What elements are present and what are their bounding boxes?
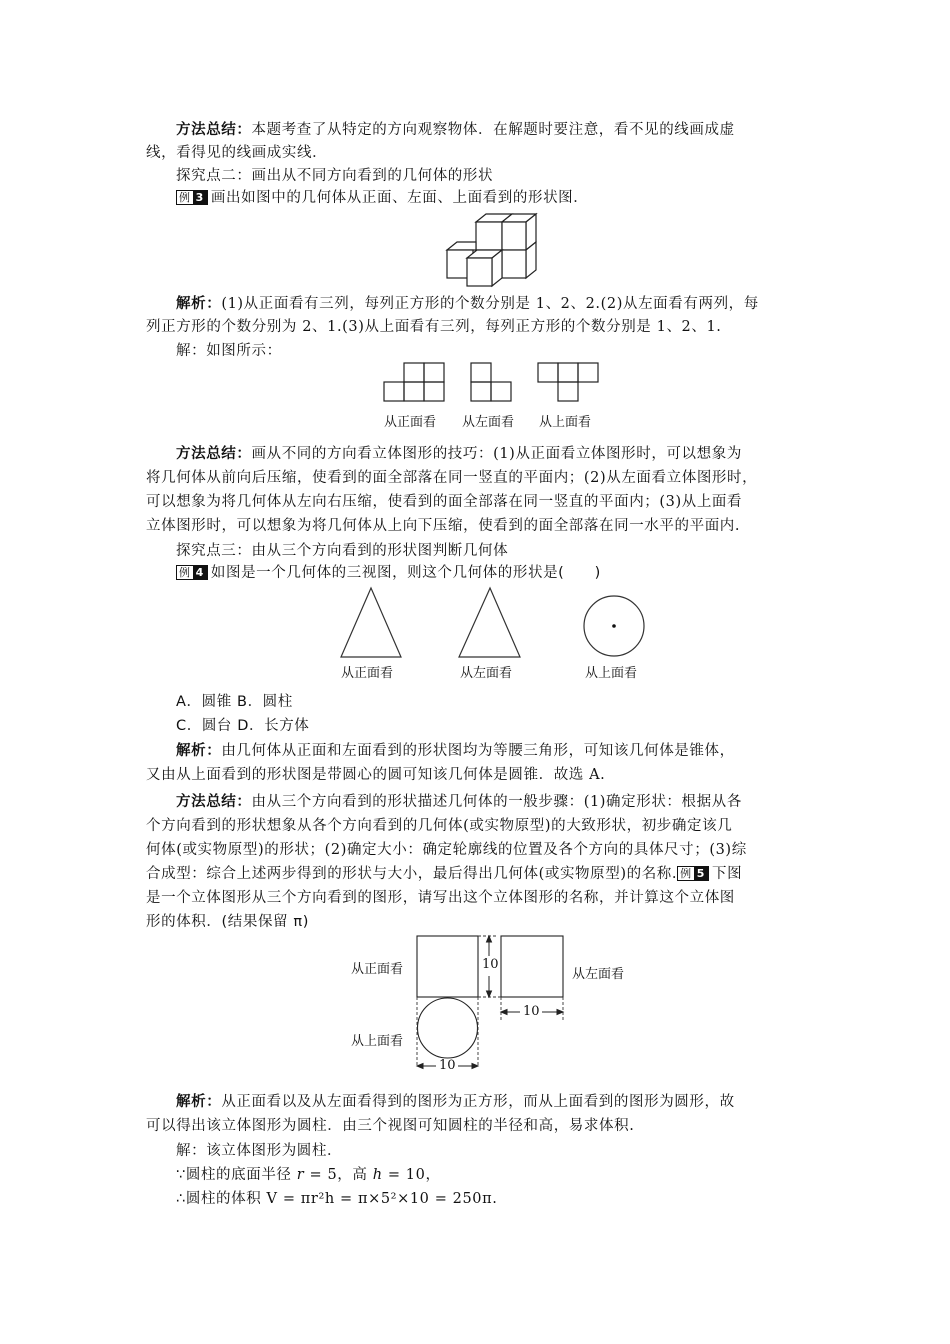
caption-left: 从左面看 — [572, 967, 625, 982]
analysis-4-cont: 又由从上面看到的形状图是带圆心的圆可知该几何体是圆锥．故选 A. — [146, 767, 606, 783]
three-views-ex3 — [380, 362, 610, 402]
options-line-2: C．圆台 D．长方体 — [176, 718, 310, 734]
example-5-line3: 形的体积．(结果保留 π) — [146, 914, 309, 930]
example-badge: 例 4 — [176, 565, 208, 580]
analysis-label: 解析： — [176, 1094, 222, 1110]
caption-top: 从上面看 — [539, 415, 592, 430]
dim-height-label: 10 — [482, 957, 499, 972]
caption-top: 从上面看 — [351, 1034, 404, 1049]
three-views-ex5 — [400, 930, 580, 1080]
analysis-label: 解析： — [176, 296, 222, 312]
caption-left: 从左面看 — [460, 666, 513, 681]
method-summary-2-line2: 将几何体从前向后压缩，使看到的面全部落在同一竖直的平面内；(2)从左面看立体图形时， — [146, 470, 758, 486]
example-4: 例 4 如图是一个几何体的三视图，则这个几何体的形状是( ) — [176, 563, 601, 583]
method-summary-text: 本题考查了从特定的方向观察物体．在解题时要注意，看不见的线画成虚 — [251, 122, 735, 138]
solution-5-line1: 解：该立体图形为圆柱． — [176, 1143, 343, 1159]
section-heading-2: 探究点二：画出从不同方向看到的几何体的形状 — [176, 168, 494, 184]
caption-front: 从正面看 — [384, 415, 437, 430]
example-badge: 例 5 — [677, 866, 709, 881]
dim-top-width-label: 10 — [439, 1058, 456, 1073]
caption-top: 从上面看 — [585, 666, 638, 681]
analysis-3-cont: 列正方形的个数分别为 2、1.(3)从上面看有三列，每列正方形的个数分别是 1、2、1. — [146, 319, 722, 335]
options-line-1: A．圆锥 B．圆柱 — [176, 694, 293, 710]
example-3-text: 画出如图中的几何体从正面、左面、上面看到的形状图． — [210, 190, 589, 206]
method-summary-3-line2: 个方向看到的形状想象从各个方向看到的几何体(或实物原型)的大致形状，初步确定该几 — [146, 818, 733, 834]
solution-3: 解：如图所示： — [176, 343, 282, 359]
example-5-line2: 是一个立体图形从三个方向看到的图形，请写出这个立体图形的名称，并计算这个立体图 — [146, 890, 735, 906]
three-views-ex4 — [330, 584, 650, 662]
caption-front: 从正面看 — [351, 962, 404, 977]
solution-5-line3: ∴圆柱的体积 V = πr²h = π×5²×10 = 250π. — [176, 1191, 498, 1207]
method-summary-label: 方法总结： — [176, 794, 252, 810]
method-summary-1 — [176, 120, 735, 140]
method-summary-3-line3: 何体(或实物原型)的形状；(2)确定大小：确定轮廓线的位置及各个方向的具体尺寸；(3)综 — [146, 842, 747, 858]
method-summary-2: 方法总结：画从不同的方向看立体图形的技巧：(1)从正面看立体图形时，可以想象为 — [176, 446, 742, 462]
method-summary-3: 方法总结：由从三个方向看到的形状描述几何体的一般步骤：(1)确定形状：根据从各 — [176, 794, 742, 810]
cube-stack-figure — [440, 212, 540, 288]
method-summary-label: 方法总结： — [176, 122, 252, 138]
section-heading-3: 探究点三：由从三个方向看到的形状图判断几何体 — [176, 543, 509, 559]
solution-5-line2: ∵圆柱的底面半径 r = 5，高 h = 10， — [176, 1167, 441, 1183]
method-summary-label: 方法总结： — [176, 446, 252, 462]
example-3 — [176, 188, 588, 208]
analysis-4: 解析：由几何体从正面和左面看到的形状图均为等腰三角形，可知该几何体是锥体， — [176, 743, 735, 759]
analysis-3: 解析：(1)从正面看有三列，每列正方形的个数分别是 1、2、2.(2)从左面看有两列，每 — [176, 296, 759, 312]
analysis-5-cont: 可以得出该立体图形为圆柱．由三个视图可知圆柱的半径和高，易求体积. — [146, 1118, 635, 1134]
example-badge: 例 3 — [176, 190, 208, 205]
caption-front: 从正面看 — [341, 666, 394, 681]
dim-left-width-label: 10 — [523, 1004, 540, 1019]
analysis-label: 解析： — [176, 743, 222, 759]
volume-formula: V = πr²h = π×5²×10 = 250π. — [266, 1191, 498, 1207]
method-summary-2-line3: 可以想象为将几何体从左向右压缩，使看到的面全部落在同一竖直的平面内；(3)从上面看 — [146, 494, 743, 510]
method-summary-3-line4: 合成型：综合上述两步得到的形状与大小，最后得出几何体(或实物原型)的名称. 例 5 下图 — [146, 866, 743, 882]
analysis-5: 解析：从正面看以及从左面看得到的图形为正方形，而从上面看到的图形为圆形，故 — [176, 1094, 735, 1110]
method-summary-2-line4: 立体图形时，可以想象为将几何体从上向下压缩，使看到的面全部落在同一水平的平面内. — [146, 518, 741, 534]
method-summary-1-cont: 线，看得见的线画成实线． — [146, 145, 328, 161]
caption-left: 从左面看 — [462, 415, 515, 430]
